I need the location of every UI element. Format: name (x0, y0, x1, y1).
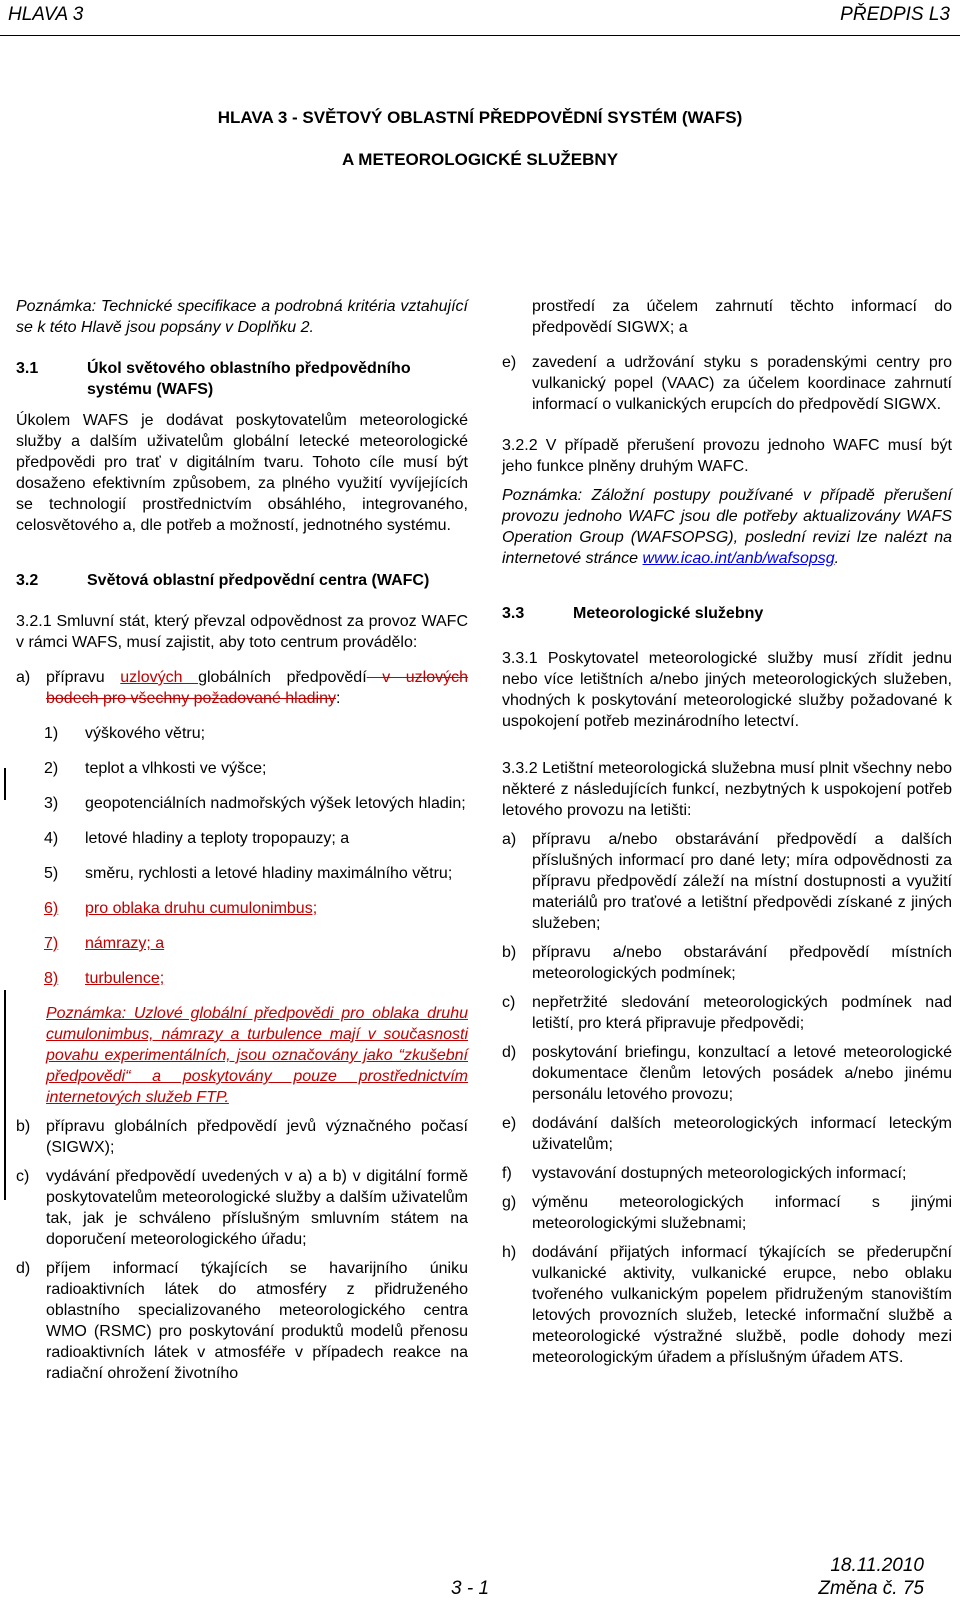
sub-item-text: pro oblaka druhu cumulonimbus; (85, 900, 318, 917)
sub-item-text: směru, rychlosti a letové hladiny maximálního větru; (85, 865, 453, 882)
list-item-label: g) (502, 1194, 517, 1211)
list-item-d-cont: prostředí za účelem zahrnutí těchto informací do předpovědí SIGWX; a (532, 298, 952, 336)
sub-list-item (44, 793, 468, 814)
list-item-text: dodávání přijatých informací týkajících se přederupční vulkanické aktivity, vulkanické erupce, nebo oblaku tvořeného vulkanickým popelem přidruženým stanovištím letových provozních služeb, letecké informační službě a meteorologické výstražné službě, podle dohody mezi meteorologickým úřadem a příslušným úřadem ATS. (532, 1244, 952, 1366)
header-chapter: HLAVA 3 (8, 4, 84, 25)
list-item-text: příjem informací týkajících se havarijního úniku radioaktivních látek do atmosféry z přidruženého oblastního specializovaného meteorologického centra WMO (RSMC) pro poskytování produktů modelů přenosu radioaktivních látek v atmosféře v případech reakce na radiační ohrožení životního (46, 1260, 468, 1382)
list-item-label: b) (16, 1118, 31, 1135)
sub-item-number: 8) (44, 970, 59, 987)
sub-list-item (44, 758, 468, 779)
sub-list-item (44, 968, 468, 989)
page-title: HLAVA 3 - SVĚTOVÝ OBLASTNÍ PŘEDPOVĚDNÍ SYSTÉM (WAFS) (217, 108, 743, 127)
sub-item-number: 4) (44, 830, 59, 847)
sub-item-number: 5) (44, 865, 59, 882)
section-3-2-2-text: 3.2.2 V případě přerušení provozu jednoho WAFC musí být jeho funkce plněny druhým WAFC. (502, 437, 952, 475)
header-divider (0, 35, 960, 36)
note-appendix: Poznámka: Technické specifikace a podrobná kritéria vztahující se k této Hlavě jsou popsány v Doplňku 2. (16, 298, 468, 336)
list-item-label: d) (502, 1044, 517, 1061)
list-item-text: přípravu globálních předpovědí jevů význačného počasí (SIGWX); (46, 1118, 468, 1156)
list-item-e: e) zavedení a udržování styku s poradenskými centry pro vulkanický popel (VAAC) za účelem koordinace zahrnutí informací o vulkanických erupcích do předpovědí SIGWX. (502, 354, 952, 413)
list-item-text: poskytování briefingu, konzultací a letové meteorologické dokumentace členům letových posádek a/nebo jinému personálu letového provozu; (532, 1044, 952, 1103)
list-item (502, 829, 952, 934)
deleted-text: v uzlových bodech pro všechny požadované hladiny (46, 669, 469, 707)
list-item-label: c) (16, 1168, 30, 1185)
sub-item-text: geopotenciálních nadmořských výšek letových hladin; (85, 795, 466, 812)
sub-item-text: výškového větru; (85, 725, 206, 742)
wafsopsg-link[interactable]: www.icao.int/anb/wafsopsg (642, 550, 835, 567)
sub-item-text: letové hladiny a teploty tropopauzy; a (85, 830, 350, 847)
list-item (502, 942, 952, 984)
list-item-a: a) přípravu uzlových globálních předpovědí v uzlových bodech pro všechny požadované hladiny: (16, 669, 469, 707)
sub-item-number: 1) (44, 725, 59, 742)
list-item-text: vydávání předpovědí uvedených v a) a b) v digitální formě poskytovatelům meteorologické služby a dalším uživatelům tak, jak je schváleno příslušným smluvním státem na doporučení meteorologického úřadu; (46, 1168, 468, 1248)
sub-list-item (44, 723, 468, 744)
section-3-3-1-text: 3.3.1 Poskytovatel meteorologické služby musí zřídit jednu nebo více letištních a/nebo jiných meteorologických služeben, vhodných k poskytování meteorologické služby požadované k uspokojení potřeb mezinárodního letectví. (502, 650, 952, 730)
section-3-1-text: Úkolem WAFS je dodávat poskytovatelům meteorologické služby a dalším uživatelům globální letecké meteorologické předpovědi pro trať v digitálním tvaru. Tohoto cíle musí být dosaženo efektivním způsobem, za plného využití vyvíjejících se technologií prostřednictvím obsáhlého, integrovaného, celosvětového a, dle potřeb a možností, jednotného systému. (16, 412, 468, 534)
footer-change: Změna č. 75 (818, 1578, 924, 1599)
list-item-text: přípravu a/nebo obstarávání předpovědí a dalších příslušných informací pro dané lety; míra odpovědnosti za přípravu předpovědí záleží na místní dostupnosti a využití materiálů pro traťové a letištní předpovědi získané z jiných služeben; (532, 831, 952, 932)
sub-item-text: námrazy; a (85, 935, 165, 952)
sub-item-number: 6) (44, 900, 59, 917)
list-item (502, 1192, 952, 1234)
left-column (16, 296, 468, 1384)
inserted-text: uzlových (120, 669, 199, 686)
note-backup: Poznámka: Záložní postupy používané v případě přerušení provozu jednoho WAFC jsou dle potřeby aktualizovány WAFS Operation Group (WAFSOPSG), poslední revizi lze nalézt na internetové stránce www.icao.int/anb/wafsopsg. (502, 487, 952, 567)
list-item (502, 992, 952, 1034)
header-regulation: PŘEDPIS L3 (840, 4, 950, 25)
list-item (16, 1258, 468, 1384)
list-item-text: výměnu meteorologických informací s jinými meteorologickými služebnami; (532, 1194, 952, 1232)
page-number: 3 - 1 (451, 1578, 490, 1599)
new-note: Poznámka: Uzlové globální předpovědi pro oblaka druhu cumulonimbus, námrazy a turbulence mají v současnosti povahu experimentálních, jsou označovány jako “zkušební předpovědi“ a poskytovány pouze prostřednictvím internetových služeb FTP. (46, 1005, 468, 1106)
section-3-3-heading: 3.3 Meteorologické služebny (502, 605, 764, 622)
list-item-label: e) (502, 1115, 517, 1132)
list-item-text: dodávání dalších meteorologických informací leteckým uživatelům; (532, 1115, 952, 1153)
list-item-label: b) (502, 944, 517, 961)
sub-list-item (44, 898, 468, 919)
list-item-label: h) (502, 1244, 517, 1261)
sub-item-text: turbulence; (85, 970, 165, 987)
sub-list-item (44, 933, 468, 954)
sub-list-item (44, 863, 468, 884)
section-3-2-1-text: 3.2.1 Smluvní stát, který převzal odpovědnost za provoz WAFC v rámci WAFS, musí zajistit, aby toto centrum provádělo: (16, 613, 468, 651)
section-3-2-heading: 3.2 Světová oblastní předpovědní centra (WAFC) (16, 572, 430, 589)
sub-item-text: teplot a vlhkosti ve výšce; (85, 760, 267, 777)
list-item-text: přípravu a/nebo obstarávání předpovědí místních meteorologických podmínek; (532, 944, 952, 982)
list-item (502, 1163, 952, 1184)
list-item-label: d) (16, 1260, 31, 1277)
list-item (502, 1113, 952, 1155)
list-item (502, 1242, 952, 1368)
section-3-3-2-text: 3.3.2 Letištní meteorologická služebna musí plnit všechny nebo některé z následujících funkcí, nezbytných k uspokojení potřeb letového provozu na letišti: (502, 760, 952, 819)
list-item-text: nepřetržité sledování meteorologických podmínek nad letiští, pro která připravuje předpovědi; (532, 994, 952, 1032)
list-item (16, 1166, 468, 1250)
sub-item-number: 7) (44, 935, 59, 952)
list-item (16, 1116, 468, 1158)
change-bar (4, 768, 6, 800)
sub-list-item (44, 828, 468, 849)
list-item (502, 1042, 952, 1105)
page-subtitle: A METEOROLOGICKÉ SLUŽEBNY (341, 150, 619, 169)
footer-date: 18.11.2010 (830, 1555, 924, 1576)
list-item-label: f) (502, 1165, 512, 1182)
list-item-text: vystavování dostupných meteorologických informací; (532, 1165, 907, 1182)
sub-item-number: 3) (44, 795, 59, 812)
sub-item-number: 2) (44, 760, 59, 777)
change-bar (4, 990, 6, 1200)
list-item-label: c) (502, 994, 516, 1011)
section-3-1-heading: 3.1 Úkol světového oblastního předpovědního systému (WAFS) (16, 360, 411, 398)
list-item-label: a) (502, 831, 517, 848)
right-column (502, 296, 952, 1368)
